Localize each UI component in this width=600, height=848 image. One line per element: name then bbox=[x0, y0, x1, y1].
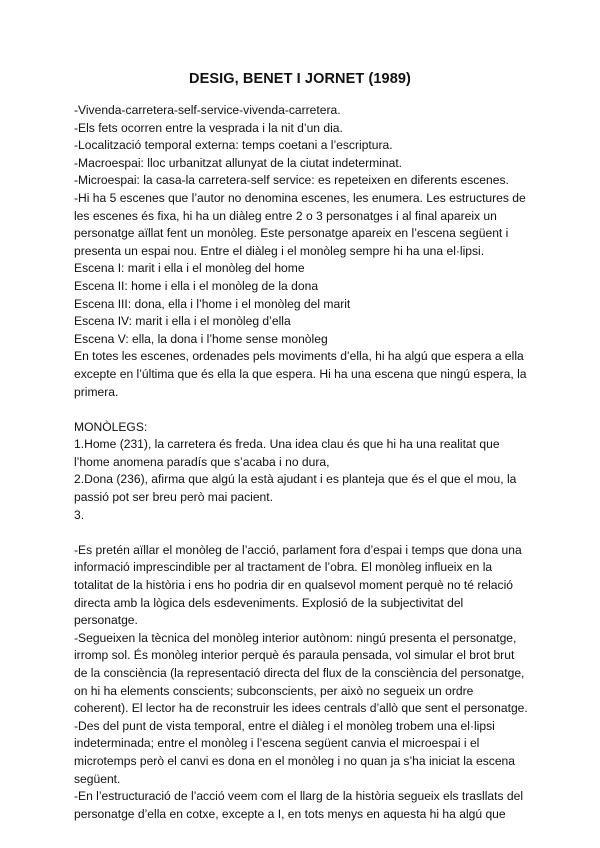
text-line: MONÒLEGS: bbox=[74, 419, 148, 434]
document-body bbox=[74, 102, 532, 823]
text-line: -Segueixen la tècnica del monòleg interior autònom: ningú presenta el personatge, bbox=[74, 630, 517, 645]
text-line: personatge aïllat fent un monòleg. Este personatge apareix en l’escena següent i bbox=[74, 226, 509, 241]
document-title: DESIG, BENET I JORNET (1989) bbox=[189, 71, 411, 87]
text-line: directa amb la lògica dels esdeveniments. Explosió de la subjectivitat del bbox=[74, 595, 464, 610]
text-line: coherent). El lector ha de reconstruir les idees centrals d’allò que sent el personatge. bbox=[74, 701, 528, 716]
text-line bbox=[74, 401, 532, 419]
text-line: -Localització temporal externa: temps coetani a l’escriptura. bbox=[74, 138, 393, 153]
text-line: -Hi ha 5 escenes que l’autor no denomina escenes, les enumera. Les estructures de bbox=[74, 190, 526, 205]
text-line: passió pot ser breu però mai pacient. bbox=[74, 490, 273, 505]
text-line: indeterminada; entre el monòleg i l’escena següent canvia el microespai i el bbox=[74, 736, 480, 751]
text-line: 1.Home (231), la carretera és freda. Una idea clau és que hi ha una realitat que bbox=[74, 437, 500, 452]
text-line: totalitat de la història i ens ho podria dir en qualsevol moment perquè no té relació bbox=[74, 578, 513, 593]
text-line: les escenes és fixa, hi ha un diàleg entre 2 o 3 personatges i al final apareix un bbox=[74, 208, 497, 223]
text-line: l’home anomena paradís que s’acaba i no dura, bbox=[74, 454, 330, 469]
text-line: microtemps però el canvi es dona en el monòleg i no quan ja s’ha iniciat la escena bbox=[74, 753, 516, 768]
text-line: personatge. bbox=[74, 613, 138, 628]
text-line: personatge d’ella en cotxe, excepte a I, en tots menys en aquesta hi ha algú que bbox=[74, 806, 506, 821]
text-line: Escena III: dona, ella i l’home i el monòleg del marit bbox=[74, 296, 351, 311]
text-line: -Des del punt de vista temporal, entre el diàleg i el monòleg trobem una el·lipsi bbox=[74, 718, 495, 733]
text-line: Escena V: ella, la dona i l’home sense monòleg bbox=[74, 331, 328, 346]
text-line: primera. bbox=[74, 384, 119, 399]
text-line: -Els fets ocorren entre la vesprada i la nit d’un dia. bbox=[74, 120, 343, 135]
text-line: informació imprescindible per al tractament de l’obra. El monòleg influeix en la bbox=[74, 560, 493, 575]
text-line: de la consciència (la representació directa del flux de la consciència del personatge, bbox=[74, 666, 525, 680]
text-line bbox=[74, 524, 532, 542]
text-line: -En l’estructuració de l’acció veem com el llarg de la història segueix els trasllats del bbox=[74, 789, 524, 804]
text-line: Escena IV: marit i ella i el monòleg d’ella bbox=[74, 314, 291, 329]
text-line: Escena I: marit i ella i el monòleg del home bbox=[74, 261, 305, 276]
text-line: on hi ha elements conscients; subconscients, per això no segueix un ordre bbox=[74, 683, 474, 698]
text-line: 3. bbox=[74, 507, 85, 522]
text-line: En totes les escenes, ordenades pels moviments d’ella, hi ha algú que espera a ella bbox=[74, 349, 524, 364]
text-line: següent. bbox=[74, 771, 121, 786]
text-line: -Macroespai: lloc urbanitzat allunyat de la ciutat indeterminat. bbox=[74, 155, 403, 170]
text-line: presenta un espai nou. Entre el diàleg i el monòleg sempre hi ha una el·lipsi. bbox=[74, 243, 485, 258]
text-line: Escena II: home i ella i el monòleg de la dona bbox=[74, 278, 319, 293]
text-line: -Microespai: la casa-la carretera-self service: es repeteixen en diferents escenes. bbox=[74, 173, 509, 188]
text-line: 2.Dona (236), afirma que algú la està ajudant i es planteja que és el que el mou, la bbox=[74, 472, 517, 487]
text-line: irromp sol. És monòleg interior perquè és paraula pensada, vol simular el brot brut bbox=[74, 648, 515, 663]
text-line: -Es pretén aïllar el monòleg de l’acció, parlament fora d’espai i temps que dona una bbox=[74, 542, 522, 557]
text-line: excepte en l’última que és ella la que espera. Hi ha una escena que ningú espera, la bbox=[74, 366, 527, 381]
text-line: -Vivenda-carretera-self-service-vivenda-carretera. bbox=[74, 103, 341, 117]
